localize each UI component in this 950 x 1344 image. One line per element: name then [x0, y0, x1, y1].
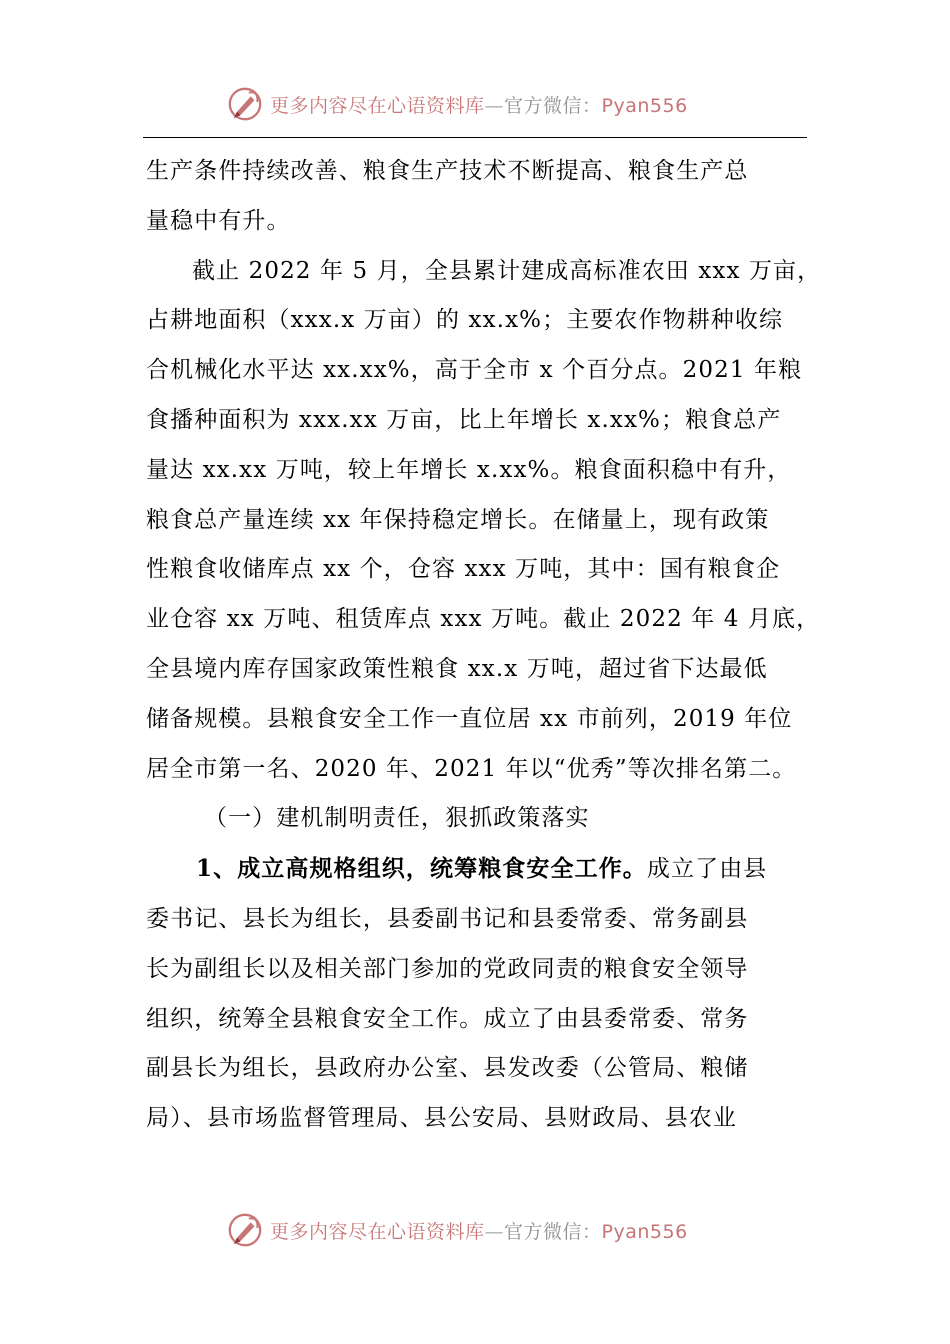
text-line: 粮食总产量连续 xx 年保持稳定增长。在储量上，现有政策	[146, 506, 770, 533]
document-body	[146, 147, 822, 1144]
lead-rest-text: 成立了由县	[646, 856, 768, 883]
text-line: 组织，统筹全县粮食安全工作。成立了由县委常委、常务	[146, 1005, 749, 1032]
text-line: 生产条件持续改善、粮食生产技术不断提高、粮食生产总	[146, 158, 749, 184]
text-line: 合机械化水平达 xx.xx%，高于全市 x 个百分点。2021 年粮	[146, 357, 803, 384]
text-line: 截止 2022 年 5 月，全县累计建成高标准农田 xxx 万亩，	[192, 257, 822, 284]
watermark-text	[270, 1217, 688, 1244]
watermark-id: Pyan556	[601, 94, 688, 117]
text-line: 储备规模。县粮食安全工作一直位居 xx 市前列，2019 年位	[146, 705, 793, 732]
watermark-label: 官方微信：	[504, 94, 602, 117]
paragraph-1	[146, 147, 806, 247]
text-line: 量稳中有升。	[146, 207, 291, 234]
text-line: 副县长为组长，县政府办公室、县发改委（公管局、粮储	[146, 1055, 749, 1082]
watermark-id: Pyan556	[601, 1220, 688, 1243]
text-line: 局）、县市场监督管理局、县公安局、县财政局、县农业	[146, 1105, 737, 1132]
section-heading	[146, 794, 806, 844]
text-line: 长为副组长以及相关部门参加的党政同责的粮食安全领导	[146, 955, 749, 982]
footer-watermark	[226, 1210, 746, 1250]
watermark-dash: —	[484, 1220, 505, 1243]
watermark-dash: —	[484, 94, 505, 117]
text-line: 业仓容 xx 万吨、租赁库点 xxx 万吨。截止 2022 年 4 月底，	[146, 606, 821, 633]
text-line: 居全市第一名、2020 年、2021 年以“优秀”等次排名第二。	[146, 755, 797, 782]
text-line: 委书记、县长为组长，县委副书记和县委常委、常务副县	[146, 905, 749, 932]
watermark-main: 更多内容尽在心语资料库	[270, 1220, 485, 1243]
watermark-main: 更多内容尽在心语资料库	[270, 94, 485, 117]
paragraph-3	[146, 844, 806, 1144]
text-line: 食播种面积为 xxx.xx 万亩，比上年增长 x.xx%；粮食总产	[146, 406, 782, 433]
bold-lead-text: 1、成立高规格组织，统筹粮食安全工作。	[196, 855, 647, 883]
header-watermark	[226, 84, 746, 124]
paragraph-2	[146, 247, 822, 795]
text-line: 全县境内库存国家政策性粮食 xx.x 万吨，超过省下达最低	[146, 655, 768, 682]
text-line: 性粮食收储库点 xx 个，仓容 xxx 万吨，其中：国有粮食企	[146, 556, 781, 583]
watermark-text	[270, 91, 688, 118]
section-heading-text: （一）建机制明责任，狠抓政策落实	[204, 805, 590, 832]
text-line	[146, 844, 806, 895]
watermark-label: 官方微信：	[504, 1220, 602, 1243]
pen-logo-icon	[226, 85, 264, 123]
header-rule	[143, 137, 807, 138]
text-line: 占耕地面积（xxx.x 万亩）的 xx.x%；主要农作物耕种收综	[146, 307, 784, 334]
text-line: 量达 xx.xx 万吨，较上年增长 x.xx%。粮食面积稳中有升，	[146, 456, 792, 483]
pen-logo-icon	[226, 1211, 264, 1249]
